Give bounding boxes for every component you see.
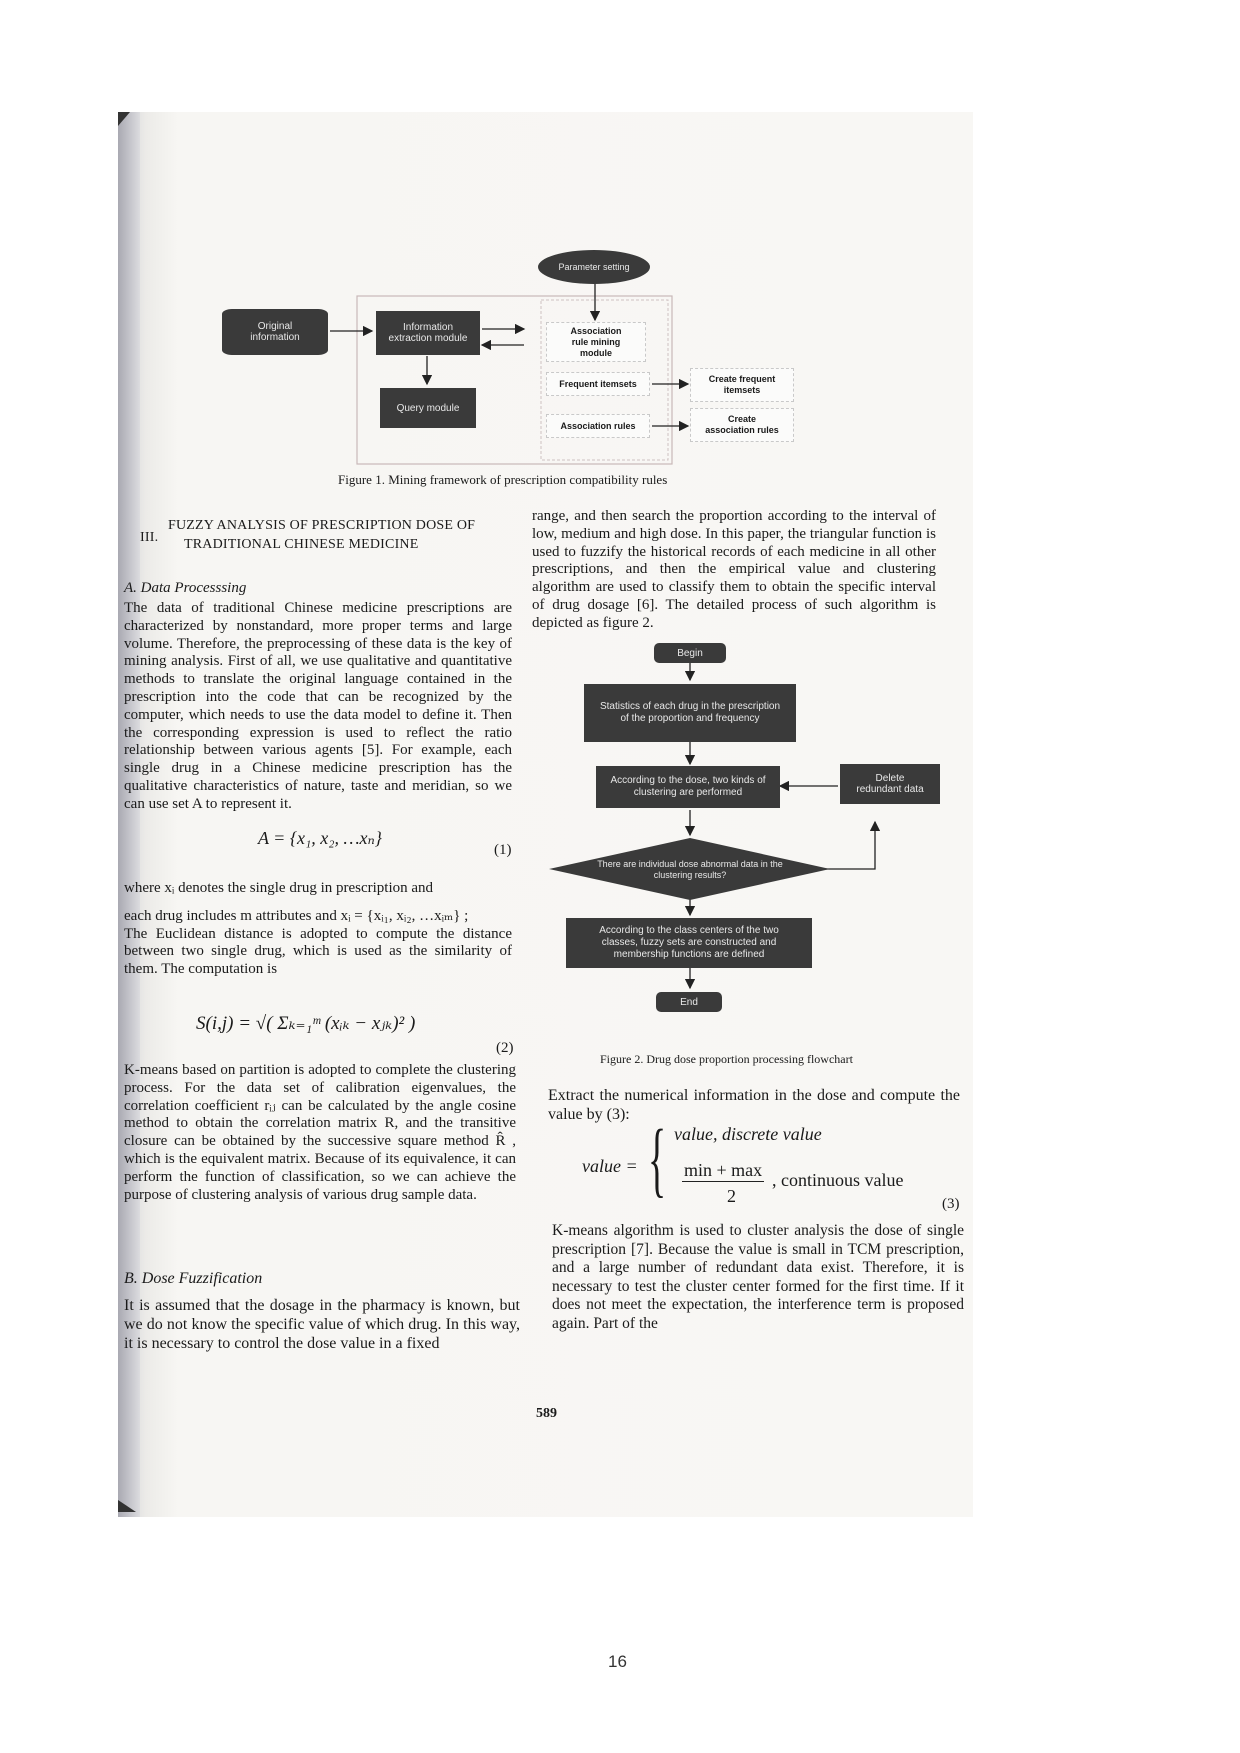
fuzzy-sets-node (566, 918, 812, 968)
left-paragraph-3 (124, 1062, 516, 1204)
figure2-caption: Figure 2. Drug dose proportion processing flowchart (600, 1052, 853, 1066)
equation-3 (582, 1113, 962, 1214)
end-label: End (680, 996, 698, 1008)
section3-number: III. (140, 530, 159, 545)
subsection-b-heading: B. Dose Fuzzification (124, 1270, 263, 1287)
create-association-rules-node (690, 408, 794, 442)
fuzzy-sets-label: According to the class centers of the two classes, fuzzy sets are constructed and membership functions are defined (599, 925, 779, 960)
delete-redundant-label: Delete redundant data (856, 773, 924, 795)
equation-2-number: (2) (496, 1040, 514, 1056)
right-paragraph-3 (552, 1222, 964, 1333)
two-kinds-clustering-node (596, 766, 780, 808)
equation-3-case-discrete: value, discrete value (674, 1124, 822, 1144)
section3-title-line2: TRADITIONAL CHINESE MEDICINE (184, 537, 419, 552)
subsection-a-heading: A. Data Processsing (124, 580, 247, 596)
original-information-node (222, 309, 328, 355)
equation-3-number: (3) (942, 1196, 960, 1212)
extract-numerical-text: Extract the numerical information in the dose and compute the value by (3): (548, 1087, 960, 1123)
equation-1: A = {x₁, x₂, …xₙ} (258, 828, 382, 848)
equation-3-lhs: value = (582, 1156, 638, 1176)
statistics-node (584, 684, 796, 742)
right-paragraph-2 (548, 1086, 960, 1124)
association-rules-node (546, 414, 650, 438)
equation-2: S(i,j) = √( Σₖ₌₁ᵐ (xᵢₖ − xⱼₖ)² ) (196, 1013, 416, 1034)
figure1-caption: Figure 1. Mining framework of prescription compatibility rules (338, 472, 668, 487)
abnormal-data-decision (590, 853, 790, 887)
section3-title-line1: FUZZY ANALYSIS OF PRESCRIPTION DOSE OF (168, 518, 476, 533)
query-module-label: Query module (396, 402, 460, 414)
dose-fuzzification-text: It is assumed that the dosage in the pharmacy is known, but we do not know the specific value of which drug. In this way, it is necessary to control the dose value in a fixed (124, 1297, 520, 1352)
equation-3-case-continuous: , continuous value (772, 1170, 904, 1190)
two-kinds-clustering-label: According to the dose, two kinds of clustering are performed (610, 775, 766, 798)
where-xi-text: where xᵢ denotes the single drug in prescription and (124, 880, 434, 896)
association-rules-label: Association rules (560, 421, 636, 431)
frequent-itemsets-node (546, 372, 650, 396)
abnormal-data-label: There are individual dose abnormal data in the clustering results? (597, 859, 783, 880)
equation-3-denominator: 2 (727, 1186, 736, 1206)
statistics-label: Statistics of each drug in the prescription of the proportion and frequency (599, 701, 781, 724)
query-module-node (380, 388, 476, 428)
delete-redundant-node (840, 764, 940, 804)
create-frequent-itemsets-node (690, 368, 794, 402)
begin-node (654, 643, 726, 663)
frequent-itemsets-label: Frequent itemsets (559, 379, 637, 389)
kmeans-dose-text: K-means algorithm is used to cluster analysis the dose of single prescription [7]. Because the value is small in TCM prescription, and a large number of redundant data exist. Therefore, it is necessary to test the cluster center formed for the first time. If it does not meet the expectation, the interference term is proposed again. Part of the (552, 1222, 964, 1332)
information-extraction-label: Information extraction module (388, 322, 468, 344)
original-information-label: Original information (250, 321, 300, 343)
kmeans-partition-text: K-means based on partition is adopted to complete the clustering process. For the data set of calibration eigenvalues, the correlation coefficient rᵢⱼ can be calculated by the angle cosine method to obtain the correlation matrix R, and the transitive closure can be obtained by the successive square method R̂ , which is the equivalent matrix. Because of its equivalence, it can perform the function of classification, so we can achieve the purpose of clustering analysis of various drug sample data. (124, 1062, 516, 1203)
create-frequent-itemsets-label: Create frequent itemsets (708, 374, 776, 395)
association-rule-mining-label: Association rule mining module (570, 325, 622, 358)
association-rule-mining-node (546, 322, 646, 362)
information-extraction-node (376, 311, 480, 355)
end-node (656, 992, 722, 1012)
begin-label: Begin (677, 647, 703, 659)
footer-page-number: 16 (608, 1652, 627, 1671)
right-paragraph-1 (532, 508, 936, 633)
create-association-rules-label: Create association rules (705, 414, 779, 435)
equation-3-brace: { (648, 1113, 667, 1206)
page-number: 589 (536, 1406, 557, 1421)
parameter-setting-label: Parameter setting (558, 262, 630, 272)
each-drug-text: each drug includes m attributes and xᵢ = {xᵢ₁, xᵢ₂, …xᵢₘ} ; (124, 907, 469, 924)
euclidean-text: The Euclidean distance is adopted to compute the distance between two single drug, which is used as the similarity of them. The computation is (124, 925, 512, 978)
left-paragraph-2 (124, 880, 512, 979)
parameter-setting-node (538, 250, 650, 284)
equation-3-numerator: min + max (684, 1160, 763, 1180)
left-paragraph-1 (124, 600, 512, 814)
data-processing-text: The data of traditional Chinese medicine prescriptions are characterized by nonstandard, more proper terms and large volume. Therefore, the preprocessing of these data is the key of mining analysis. First of all, we use qualitative and quantitative methods to translate the original language contained in the prescription into the code that can be recognized by the computer, which needs to use the data model to define it. Then the corresponding expression is used to reflect the ratio relationship between various agents [5]. For example, each single drug in a Chinese medicine prescription has the qualitative characteristics of nature, taste and meridian, so we can use set A to represent it. (124, 600, 512, 812)
equation-1-number: (1) (494, 842, 512, 858)
fuzzify-range-text: range, and then search the proportion according to the interval of low, medium and high dose. In this paper, the triangular function is used to fuzzify the historical records of each medicine in all other prescriptions, and then the empirical value and clustering algorithm are used to classify them to obtain the specific interval of drug dosage [6]. The detailed process of such algorithm is depicted as figure 2. (532, 508, 936, 631)
left-paragraph-4 (124, 1296, 520, 1353)
